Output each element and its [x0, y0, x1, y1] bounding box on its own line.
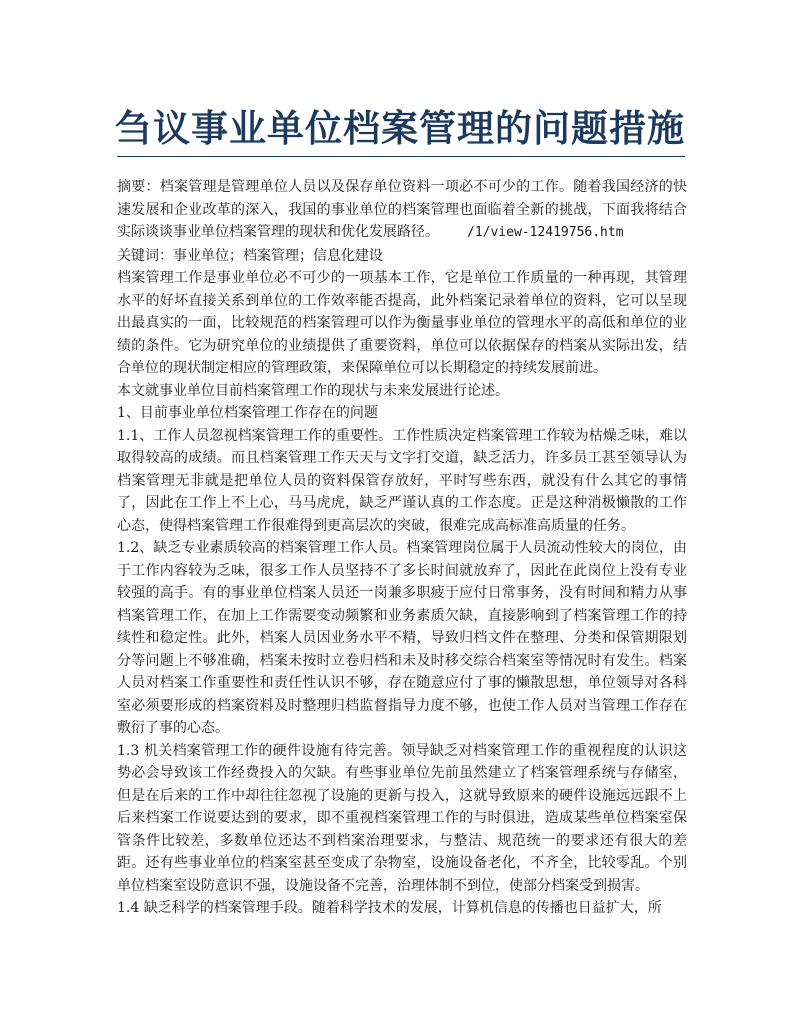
intro-paragraph: 档案管理工作是事业单位必不可少的一项基本工作，它是单位工作质量的一种再现，其管理水平的好坏直接关系到单位的工作效率能否提高，此外档案记录着单位的资料，它可以呈现出最真实的一面，比较规范的档案管理可以作为衡量事业单位的管理水平的高低和单位的业绩的条件。它为研究单位的业绩提供了重要资料，单位可以依据保存的档案从实际出发，结合单位的现状制定相应的管理政策，来保障单位可以长期稳定的持续发展前进。: [117, 270, 687, 376]
paragraph-1-1: 1.1、工作人员忽视档案管理工作的重要性。工作性质决定档案管理工作较为枯燥乏味，难以取得较高的成绩。而且档案管理工作天天与文字打交道，缺乏活力，许多员工甚至领导认为档案管理无非就是把单位人员的资料保管存放好，平时写些东西，就没有什么其它的事情了，因此在工作上不上心，马马虎虎，缺乏严谨认真的工作态度。正是这种消极懒散的工作心态，使得档案管理工作很难得到更高层次的突破，很难完成高标准高质量的任务。: [117, 427, 687, 534]
abstract-url: /1/view-12419756.htm: [467, 225, 624, 240]
abstract-paragraph: [117, 176, 687, 245]
document-title: 刍议事业单位档案管理的问题措施: [115, 107, 685, 150]
abstract-text: 摘要：档案管理是管理单位人员以及保存单位资料一项必不可少的工作。随着我国经济的快速发展和企业改革的深入，我国的事业单位的档案管理也面临着全新的挑战，下面我将结合实际谈谈事业单位档案管理的现状和优化发展路径。: [117, 179, 687, 240]
section-heading-1: 1、目前事业单位档案管理工作存在的问题: [117, 405, 378, 421]
keywords-line: 关键词：事业单位；档案管理；信息化建设: [117, 247, 383, 264]
document-body: [117, 176, 687, 920]
paragraph-1-4: 1.4 缺乏科学的档案管理手段。随着科学技术的发展，计算机信息的传播也日益扩大，所: [117, 900, 662, 916]
title-divider: [117, 156, 685, 157]
thesis-line: 本文就事业单位目前档案管理工作的现状与未来发展进行论述。: [117, 382, 509, 399]
paragraph-1-3: 1.3 机关档案管理工作的硬件设施有待完善。领导缺乏对档案管理工作的重视程度的认识这势必会导致该工作经费投入的欠缺。有些事业单位先前虽然建立了档案管理系统与存储室，但是在后来的工作中却往往忽视了设施的更新与投入，这就导致原来的硬件设施远远跟不上后来档案工作说要达到的要求，即不重视档案管理工作的与时俱进，造成某些单位档案室保管条件比较差，多数单位还达不到档案治理要求，与整洁、规范统一的要求还有很大的差距。还有些事业单位的档案室甚至变成了杂物室，设施设备老化，不齐全，比较零乱。个别单位档案室设防意识不强，设施设备不完善，治理体制不到位，使部分档案受到损害。: [117, 742, 687, 894]
paragraph-1-2: 1.2、缺乏专业素质较高的档案管理工作人员。档案管理岗位属于人员流动性较大的岗位，由于工作内容较为乏味，很多工作人员坚持不了多长时间就放弃了，因此在此岗位上没有专业较强的高手。有的事业单位档案人员还一岗兼多职疲于应付日常事务，没有时间和精力从事档案管理工作，在加上工作需要变动频繁和业务素质欠缺，直接影响到了档案管理工作的持续性和稳定性。此外，档案人员因业务水平不精，导致归档文件在整理、分类和保管期限划分等问题上不够准确，档案未按时立卷归档和未及时移交综合档案室等情况时有发生。档案人员对档案工作重要性和责任性认识不够，存在随意应付了事的懒散思想，单位领导对各科室必须要形成的档案资料及时整理归档监督指导力度不够，也使工作人员对当管理工作存在敷衍了事的心态。: [117, 540, 687, 736]
